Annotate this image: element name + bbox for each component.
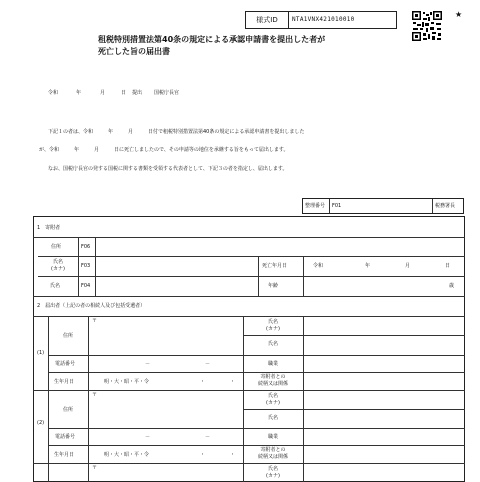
s2-row-marker-2: (2) <box>37 420 45 426</box>
s2-g1-kana-1: 氏名 <box>267 319 278 325</box>
s2-g2-name-label: 氏名 <box>267 415 278 421</box>
office-box-label: 整理番号 <box>305 203 326 209</box>
office-box-code: F01 <box>332 203 342 209</box>
s2-g1-relation-2: 続柄又は関係 <box>257 381 288 387</box>
s2-g1-address-label: 住所 <box>63 333 74 339</box>
form-id-label: 様式ID <box>246 12 289 28</box>
s2-g2-address-label: 住所 <box>63 407 74 413</box>
s1-death-day: 日 <box>445 263 451 269</box>
form-title-line2: 死亡した旨の届出書 <box>98 47 170 56</box>
s2-g2-kana-2: (カナ) <box>266 400 280 406</box>
section2-heading: 2 届出者（上記の者の相続人及び包括受遺者） <box>37 303 146 309</box>
s2-g3-kana-1: 氏名 <box>267 466 278 472</box>
body-paragraph-1-line2: が、令和 年 月 日に死亡しましたので、その申請等の地位を承継する旨をもって届出します。 <box>39 147 289 153</box>
s1-address-code: F06 <box>81 244 91 250</box>
s2-g1-birth-eras: 明・大・昭・平・令 <box>104 379 150 385</box>
s2-g1-kana-2: (カナ) <box>266 326 280 332</box>
s2-g1-phone-sep1: － <box>145 361 151 367</box>
s2-g1-occupation-label: 職業 <box>267 361 278 367</box>
form-id-box <box>245 11 397 29</box>
s2-g1-birth-dot2: ・ <box>230 379 236 385</box>
s2-g1-phone-label: 電話番号 <box>55 361 76 367</box>
date-submit: 提出 <box>132 90 143 96</box>
s1-kana-code: F03 <box>81 263 91 269</box>
s2-row-marker-1: (1) <box>37 350 45 356</box>
s1-address-label: 住所 <box>51 244 62 250</box>
s2-g2-phone-sep2: － <box>205 434 211 440</box>
body-paragraph-1-line1: 下記１の者は、令和 年 月 日付で租税特別措置法第40条の規定による承認申請書を提出しました <box>48 129 305 135</box>
s2-g2-phone-label: 電話番号 <box>55 434 76 440</box>
s1-death-era: 令和 <box>313 263 324 269</box>
s2-g3-kana-2: (カナ) <box>266 473 280 479</box>
s2-g2-occupation-label: 職業 <box>267 434 278 440</box>
office-box <box>302 198 464 214</box>
s1-name-code: F04 <box>81 283 91 289</box>
s1-kana-label-2: (カナ) <box>51 266 65 272</box>
s1-age-unit: 歳 <box>449 283 455 289</box>
date-addressee: 国税庁長官 <box>154 90 180 96</box>
s1-death-month: 月 <box>405 263 411 269</box>
s2-g1-name-label: 氏名 <box>267 341 278 347</box>
s2-g2-birth-label: 生年月日 <box>54 452 75 458</box>
qr-code <box>411 10 443 42</box>
body-paragraph-2: なお、国税庁長官の発する国税に関する書類を受領する代表者として、下記３の者を指定し、届出します。 <box>48 166 288 172</box>
date-year: 年 <box>76 90 82 96</box>
s2-g2-kana-1: 氏名 <box>267 393 278 399</box>
date-month: 月 <box>100 90 106 96</box>
s2-g2-relation-1: 寄附者との <box>260 447 286 453</box>
s1-death-date-label: 死亡年月日 <box>262 263 288 269</box>
form-title-line1: 租税特別措置法第40条の規定による承認申請書を提出した者が <box>98 35 326 44</box>
s2-g1-relation-1: 寄附者との <box>260 374 286 380</box>
s2-g3-postal: 〒 <box>92 465 98 471</box>
date-day: 日 <box>121 90 127 96</box>
s2-g2-postal: 〒 <box>92 392 98 398</box>
s1-age-label: 年齢 <box>268 283 279 289</box>
office-box-right-label: 税務署長 <box>435 203 456 209</box>
s2-g2-birth-dot1: ・ <box>200 452 206 458</box>
s2-g1-birth-dot1: ・ <box>200 379 206 385</box>
s2-g1-phone-sep2: － <box>205 361 211 367</box>
star-mark: ★ <box>455 10 463 19</box>
s2-g1-postal: 〒 <box>92 318 98 324</box>
form-id-value: NTA1VNX421010010 <box>292 16 355 23</box>
s2-g1-birth-label: 生年月日 <box>54 379 75 385</box>
s2-g2-relation-2: 続柄又は関係 <box>257 454 288 460</box>
s2-g2-phone-sep1: － <box>145 434 151 440</box>
s2-g2-birth-eras: 明・大・昭・平・令 <box>104 452 150 458</box>
s1-death-year: 年 <box>365 263 371 269</box>
s2-g2-birth-dot2: ・ <box>230 452 236 458</box>
s1-kana-label-1: 氏名 <box>52 259 63 265</box>
section1-heading: 1 寄附者 <box>37 225 61 231</box>
date-era: 令和 <box>48 90 59 96</box>
s1-name-label: 氏名 <box>50 283 61 289</box>
